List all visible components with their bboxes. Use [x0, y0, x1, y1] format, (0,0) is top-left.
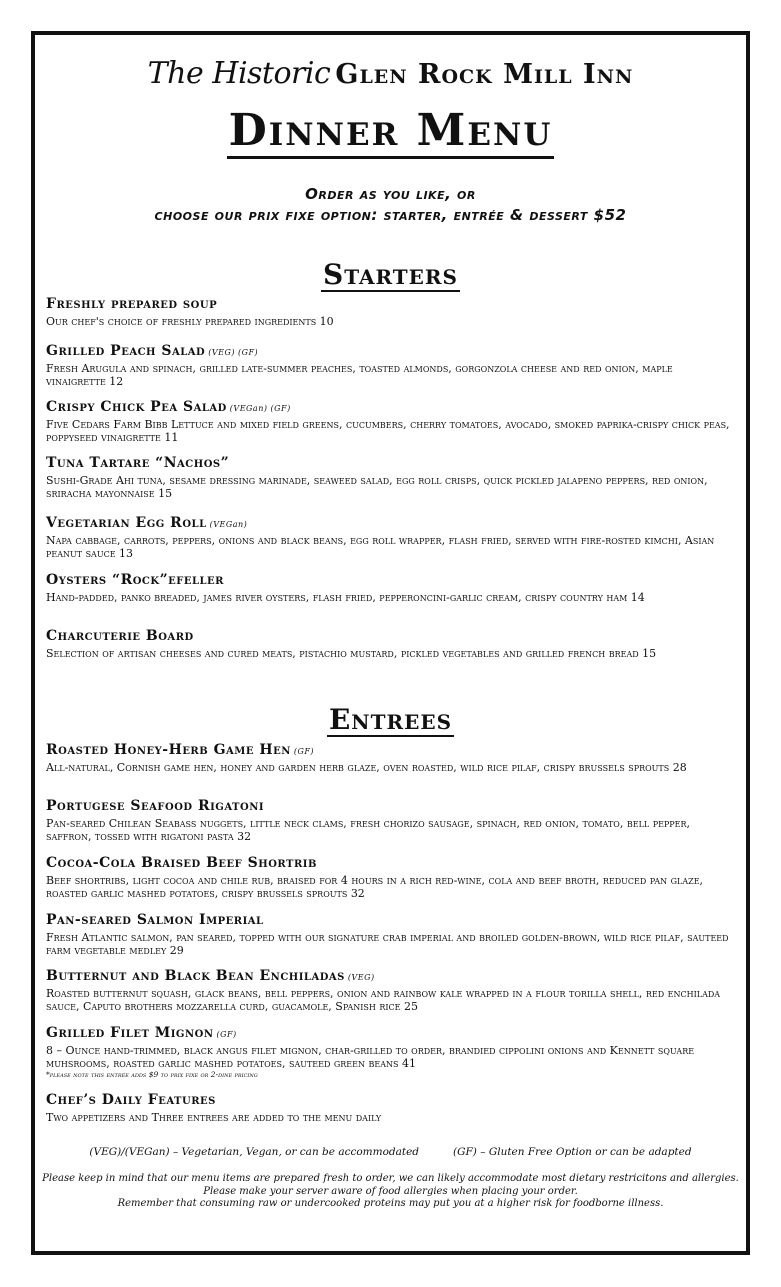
starters-heading: [0, 260, 781, 292]
item-name: Grilled Peach Salad (VEG) (GF): [46, 343, 259, 359]
menu-title: [0, 105, 781, 159]
diet-tag: (VEG) (GF): [208, 348, 259, 357]
item-note: *please note this entrée adds $9 to prix fixe or 2-dine pricing: [46, 1070, 258, 1079]
entrees-heading-text: Entrees: [328, 703, 453, 736]
item-description: 8 – Ounce hand-trimmed, black angus filet mignon, char-grilled to order, brandied cippolini onions and Kennett square muhsrooms, roasted garlic mashed potatoes, sauteed green beans 41: [46, 1044, 695, 1070]
diet-tag: (GF): [293, 747, 315, 756]
item-name: Chef’s Daily Features: [46, 1092, 216, 1108]
menu-item: [46, 399, 746, 444]
menu-item: [46, 798, 746, 843]
item-name: Crispy Chick Pea Salad (VEGan) (GF): [46, 399, 291, 415]
footnote-line-2: Please make your server aware of food allergies when placing your order.: [203, 1185, 578, 1197]
item-description: Hand-padded, panko breaded, james river oysters, flash fried, pepperoncini-garlic cream, crispy country ham 14: [46, 591, 645, 604]
item-name: Grilled Filet Mignon (GF): [46, 1025, 237, 1041]
item-name: Cocoa-Cola Braised Beef Shortrib: [46, 855, 317, 871]
legend-gf: (GF) – Gluten Free Option or can be adapted: [453, 1146, 692, 1158]
item-name: Freshly prepared soup: [46, 296, 218, 312]
item-name: Oysters “Rock”efeller: [46, 572, 224, 588]
item-description: All-natural, Cornish game hen, honey and garden herb glaze, oven roasted, wild rice pilaf, crispy brussels sprouts 28: [46, 761, 687, 774]
diet-tag: (VEG): [347, 973, 375, 982]
restaurant-title: [0, 56, 781, 91]
menu-item: [46, 742, 746, 774]
item-description: Fresh Arugula and spinach, grilled late-summer peaches, toasted almonds, gorgonzola cheese and red onion, maple vinaigrette 12: [46, 362, 673, 388]
item-description: Our chef's choice of freshly prepared ingredients 10: [46, 315, 334, 328]
item-description: Fresh Atlantic salmon, pan seared, topped with our signature crab imperial and broiled golden-brown, wild rice pilaf, sauteed farm vegetable medley 29: [46, 931, 729, 957]
item-description: Beef shortribs, light cocoa and chile rub, braised for 4 hours in a rich red-wine, cola and beef broth, reduced pan glaze, roasted garlic mashed potatoes, crispy brussels sprouts 32: [46, 874, 704, 900]
item-description: Napa cabbage, carrots, peppers, onions and black beans, egg roll wrapper, flash fried, served with fire-rosted kimchi, Asian peanut sauce 13: [46, 534, 715, 560]
order-line-2: choose our prix fixe option: starter, entrée & dessert $52: [154, 206, 627, 224]
menu-item: [46, 296, 746, 328]
item-name: Pan-seared Salmon Imperial: [46, 912, 264, 928]
menu-item: [46, 515, 746, 560]
menu-item: [46, 968, 746, 1013]
item-name: Vegetarian Egg Roll (VEGan): [46, 515, 248, 531]
item-name: Roasted Honey-Herb Game Hen (GF): [46, 742, 315, 758]
item-description: Five Cedars Farm Bibb Lettuce and mixed field greens, cucumbers, cherry tomatoes, avocado, smoked paprika-crispy chick peas, poppyseed vinaigrette 11: [46, 418, 730, 444]
item-description: Two appetizers and Three entrees are added to the menu daily: [46, 1111, 382, 1124]
item-description: Selection of artisan cheeses and cured meats, pistachio mustard, pickled vegetables and grilled french bread 15: [46, 647, 657, 660]
menu-item: [46, 1025, 746, 1079]
order-line-1: Order as you like, or: [305, 185, 476, 203]
allergy-footnote: [0, 1173, 781, 1211]
menu-item: [46, 1092, 746, 1124]
diet-tag: (VEGan): [209, 520, 248, 529]
item-description: Roasted butternut squash, glack beans, bell peppers, onion and rainbow kale wrapped in a flour torilla shell, red enchilada sauce, Caputo brothers mozzarella curd, guacamole, Spanish rice 25: [46, 987, 721, 1013]
menu-item: [46, 343, 746, 388]
menu-item: [46, 628, 746, 660]
entrees-heading: [0, 705, 781, 737]
starters-heading-text: Starters: [323, 258, 458, 291]
menu-item: [46, 455, 746, 500]
item-description: Pan-seared Chilean Seabass nuggets, little neck clams, fresh chorizo sausage, spinach, red onion, tomato, bell pepper, saffron, tossed with rigatoni pasta 32: [46, 817, 691, 843]
menu-item: [46, 912, 746, 957]
title-inn-name: Glen Rock Mill Inn: [335, 59, 634, 90]
legend-veg: (VEG)/(VEGan) – Vegetarian, Vegan, or can be accommodated: [89, 1146, 420, 1158]
diet-tag: (VEGan) (GF): [229, 404, 291, 413]
title-historic: The Historic: [147, 56, 331, 91]
diet-legend: [0, 1146, 781, 1158]
item-name: Charcuterie Board: [46, 628, 194, 644]
footnote-line-1: Please keep in mind that our menu items are prepared fresh to order, we can likely accommodate most dietary restricitons and allergies.: [42, 1173, 739, 1184]
item-name: Portugese Seafood Rigatoni: [46, 798, 265, 814]
footnote-line-3: Remember that consuming raw or undercooked proteins may put you at a higher risk for foodborne illness.: [117, 1198, 664, 1209]
item-name: Tuna Tartare “Nachos”: [46, 455, 230, 471]
item-description: Sushi-Grade Ahi tuna, sesame dressing marinade, seaweed salad, egg roll crisps, quick pickled jalapeno peppers, red onion, sriracha mayonnaise 15: [46, 474, 708, 500]
menu-item: [46, 855, 746, 900]
diet-tag: (GF): [216, 1030, 237, 1039]
menu-item: [46, 572, 746, 604]
item-name: Butternut and Black Bean Enchiladas (VEG): [46, 968, 375, 984]
menu-title-text: Dinner Menu: [227, 108, 555, 159]
